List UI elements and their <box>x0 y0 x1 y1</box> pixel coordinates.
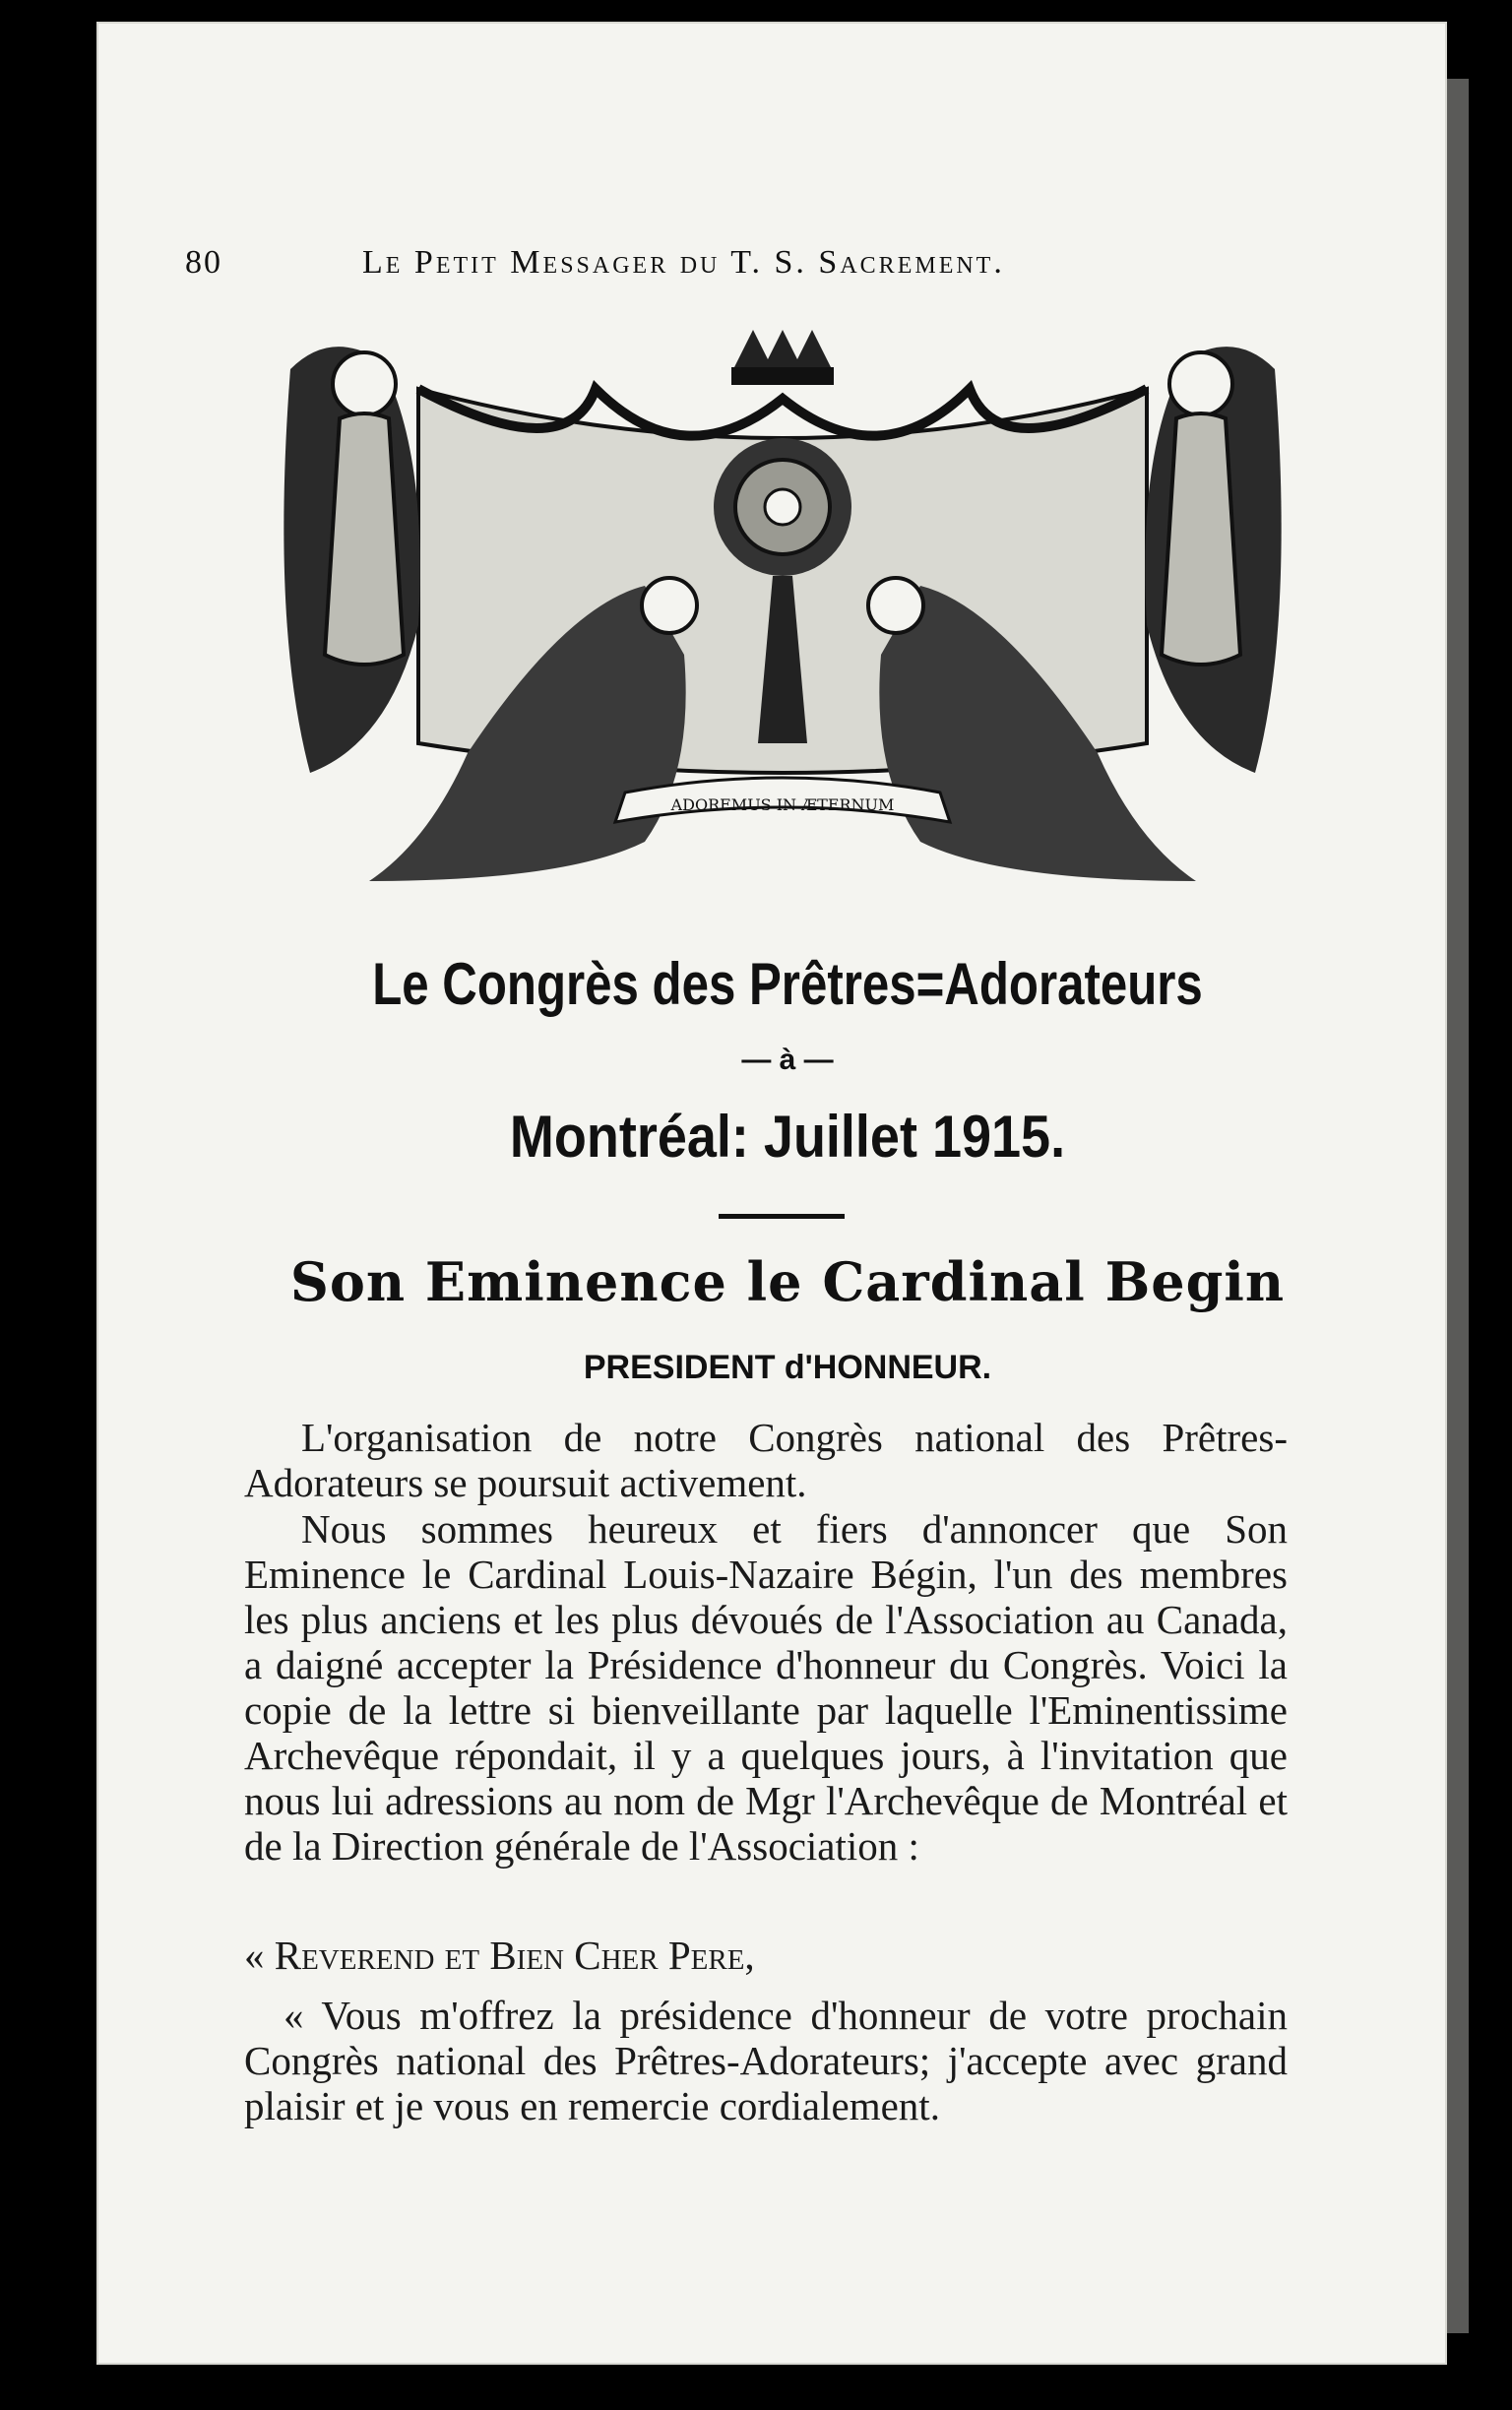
paragraph-2: Nous sommes heureux et fiers d'annoncer que Son Eminence le Cardinal Louis-Nazaire Bégin, l'un des membres les plus anciens et les plus dévoués de l'Association au Canada, a daigné accepter la Présidence d'honneur du Congrès. Voici la copie de la lettre si bienveillante par laquelle l'Eminentissime Archevêque répondait, il y a quelques jours, à l'invitation que nous lui adressions au nom de Mgr l'Archevêque de Montréal et de la Direction générale de l'Association : <box>244 1506 1288 1869</box>
divider <box>719 1214 845 1219</box>
page-number: 80 <box>185 244 222 281</box>
running-head <box>185 244 1169 293</box>
letter-paragraph: « Vous m'offrez la présidence d'honneur de votre prochain Congrès national des Prêtres-Adorateurs; j'accepte avec grand plaisir et je vous en remercie cordialement. <box>244 1993 1288 2128</box>
engraving-angels-monstrance <box>271 330 1294 901</box>
title-connector: — à — <box>741 1044 834 1076</box>
journal-title: Le Petit Messager du T. S. Sacrement. <box>362 244 1005 281</box>
honoree-heading: Son Eminence le Cardinal Begin <box>289 1250 1286 1313</box>
banner-text: ADOREMUS IN ÆTERNUM <box>670 795 895 814</box>
article-title: Le Congrès des Prêtres=Adorateurs <box>372 951 1203 1017</box>
page-edge <box>1447 79 1469 2333</box>
letter-salutation: « Reverend et Bien Cher Pere, <box>244 1933 755 1978</box>
place-date: Montréal: Juillet 1915. <box>509 1104 1066 1170</box>
role-heading: PRESIDENT d'HONNEUR. <box>583 1349 992 1386</box>
paragraph-1: L'organisation de notre Congrès national des Prêtres-Adorateurs se poursuit activement. <box>244 1415 1288 1505</box>
